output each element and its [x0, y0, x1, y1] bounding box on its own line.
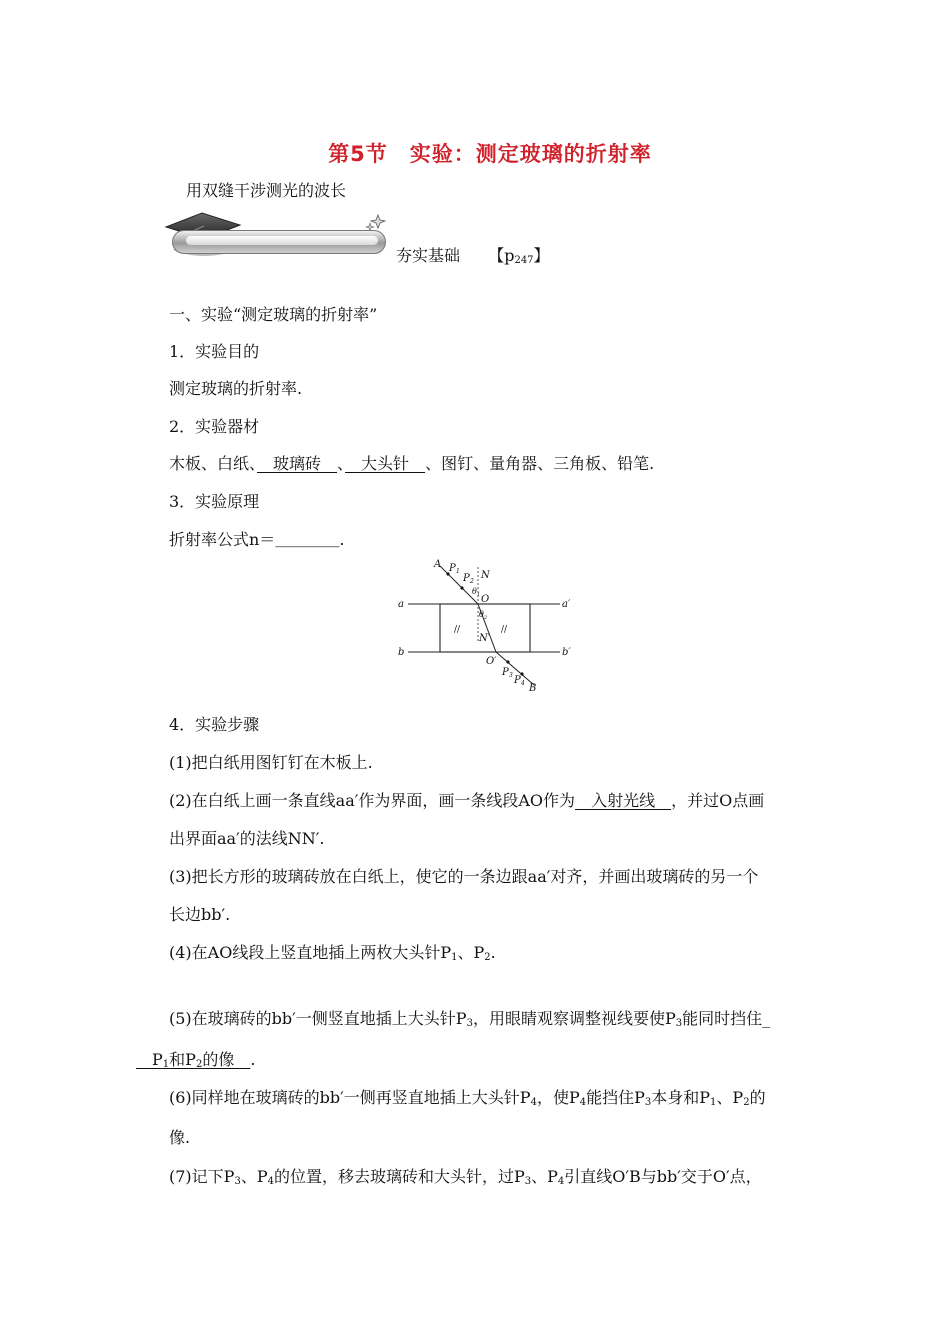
step-3-line-1: (3)把长方形的玻璃砖放在白纸上，使它的一条边跟aa′对齐，并画出玻璃砖的另一个	[169, 867, 759, 886]
step-6-text-c: 能挡住P	[586, 1088, 645, 1107]
label-a-prime: a′	[562, 599, 571, 610]
step-5-answer-sub-1: 1	[162, 1059, 170, 1070]
label-P2-sub: 2	[470, 578, 474, 585]
step-5-answer-sub-2: 2	[195, 1059, 203, 1070]
label-O: O	[481, 594, 490, 605]
materials-post: 、图钉、量角器、三角板、铅笔.	[425, 454, 655, 473]
step-5-text-c: 能同时挡住	[682, 1009, 763, 1028]
label-P4-sub: 4	[521, 680, 525, 687]
step-7-sub-2: 4	[267, 1176, 274, 1187]
step-2-line-1	[169, 790, 764, 812]
step-4	[169, 942, 496, 969]
step-5-sub-a: 3	[466, 1018, 473, 1029]
step-2-text-end: ，并过O点画	[671, 791, 765, 810]
step-4-end: .	[490, 943, 496, 962]
step-5-end: .	[250, 1050, 256, 1069]
pin-p2	[460, 586, 463, 589]
step-4-sub-2: 2	[484, 952, 491, 963]
label-P4: P	[514, 675, 521, 686]
purpose-heading: 1．实验目的	[169, 342, 260, 361]
label-P2: P	[463, 573, 470, 584]
materials-pre: 木板、白纸、	[169, 454, 258, 473]
label-P3-sub: 3	[509, 672, 513, 679]
label-N: N	[481, 570, 490, 581]
label-b: b	[398, 647, 405, 658]
principle-formula	[169, 529, 344, 551]
step-6-line-1	[169, 1087, 766, 1114]
banner-bar-highlight	[186, 236, 378, 245]
step-6-sub-4: 1	[710, 1097, 717, 1108]
step-5-answer	[136, 1050, 250, 1069]
label-A: A	[434, 559, 442, 570]
pin-p3	[506, 660, 509, 663]
step-5-text-b: ，用眼睛观察调整视线要使P	[472, 1009, 676, 1028]
page-ref-number: 247	[514, 255, 534, 266]
step-5-blank-start: _	[762, 1009, 771, 1028]
step-6-text-b: ，使P	[536, 1088, 580, 1107]
pin-p4	[520, 672, 523, 675]
step-6-sub-1: 4	[530, 1097, 537, 1108]
step-6-text-f: 的	[749, 1088, 766, 1107]
step-7-text-a: (7)记下P	[169, 1167, 235, 1186]
step-4-sub-1: 1	[451, 952, 458, 963]
step-2-answer: 入射光线	[575, 791, 672, 810]
step-4-mid: 、P	[457, 943, 485, 962]
step-3-line-2: 长边bb′.	[169, 905, 231, 924]
step-6-sub-3: 3	[644, 1097, 652, 1108]
step-5-answer-a: P	[136, 1050, 163, 1069]
step-5-text-a: (5)在玻璃砖的bb′一侧竖直地插上大头针P	[169, 1009, 467, 1028]
glass-hatch-right: //	[501, 625, 508, 635]
subtitle: 用双缝干涉测光的波长	[186, 181, 347, 200]
materials-answer-glass-brick: 玻璃砖	[257, 454, 338, 473]
label-theta2-sub: 2	[484, 615, 488, 621]
step-6-text-d: 本身和P	[651, 1088, 711, 1107]
materials-sep: 、	[337, 454, 346, 473]
section-heading: 一、实验“测定玻璃的折射率”	[169, 305, 378, 324]
step-7-sub-1: 3	[234, 1176, 241, 1187]
banner-label	[396, 245, 550, 272]
steps-heading: 4．实验步骤	[169, 715, 260, 734]
step-6-sub-2: 4	[579, 1097, 587, 1108]
formula-blank: ＿＿＿＿	[275, 530, 340, 549]
glass-hatch-left: //	[454, 625, 461, 635]
step-7-text-b: 、P	[240, 1167, 268, 1186]
step-7-text-d: 、P	[531, 1167, 558, 1186]
step-5-answer-b: 和P	[169, 1050, 196, 1069]
step-6-text-a: (6)同样地在玻璃砖的bb′一侧再竖直地插上大头针P	[169, 1088, 531, 1107]
step-6-text-e: 、P	[716, 1088, 744, 1107]
materials-text	[169, 453, 654, 475]
purpose-text: 测定玻璃的折射率.	[169, 379, 303, 398]
step-7-text-c: 的位置，移去玻璃砖和大头针，过P	[273, 1167, 525, 1186]
label-a: a	[398, 599, 404, 610]
step-5-line-1	[169, 1008, 770, 1035]
step-6-line-2: 像.	[169, 1128, 191, 1147]
materials-answer-pins: 大头针	[345, 454, 426, 473]
label-theta1-sub: 1	[477, 592, 481, 598]
page-title: 第5节 实验：测定玻璃的折射率	[328, 142, 652, 166]
step-5-sub-b: 3	[675, 1018, 683, 1029]
step-1: (1)把白纸用图钉钉在木板上.	[169, 753, 373, 772]
step-7	[169, 1166, 762, 1193]
label-theta2: θ	[479, 610, 484, 619]
banner-label-text: 夯实基础	[396, 246, 461, 265]
label-P1: P	[449, 563, 456, 574]
label-b-prime: b′	[562, 647, 571, 658]
page-ref-open: 【p	[488, 246, 515, 265]
formula-text: 折射率公式n＝	[169, 530, 276, 549]
label-theta1: θ	[472, 587, 477, 596]
refraction-diagram	[390, 555, 590, 695]
step-7-text-e: 引直线O′B与bb′交于O′点，	[564, 1167, 762, 1186]
formula-period: .	[339, 530, 345, 549]
label-N-prime: N′	[479, 633, 491, 644]
label-O-prime: O′	[486, 656, 497, 667]
step-7-sub-4: 4	[557, 1176, 565, 1187]
principle-heading: 3．实验原理	[169, 492, 260, 511]
step-5-line-2	[136, 1049, 255, 1076]
step-6-sub-5: 2	[743, 1097, 750, 1108]
step-7-sub-3: 3	[524, 1176, 532, 1187]
step-2-text: (2)在白纸上画一条直线aa′作为界面，画一条线段AO作为	[169, 791, 576, 810]
label-B: B	[529, 683, 537, 694]
step-2-line-2: 出界面aa′的法线NN′.	[169, 829, 325, 848]
materials-heading: 2．实验器材	[169, 417, 260, 436]
label-P3: P	[502, 667, 509, 678]
label-P1-sub: 1	[456, 568, 460, 575]
step-5-answer-c: 的像	[202, 1050, 251, 1069]
step-4-text: (4)在AO线段上竖直地插上两枚大头针P	[169, 943, 452, 962]
page-ref-close: 】	[533, 246, 550, 265]
